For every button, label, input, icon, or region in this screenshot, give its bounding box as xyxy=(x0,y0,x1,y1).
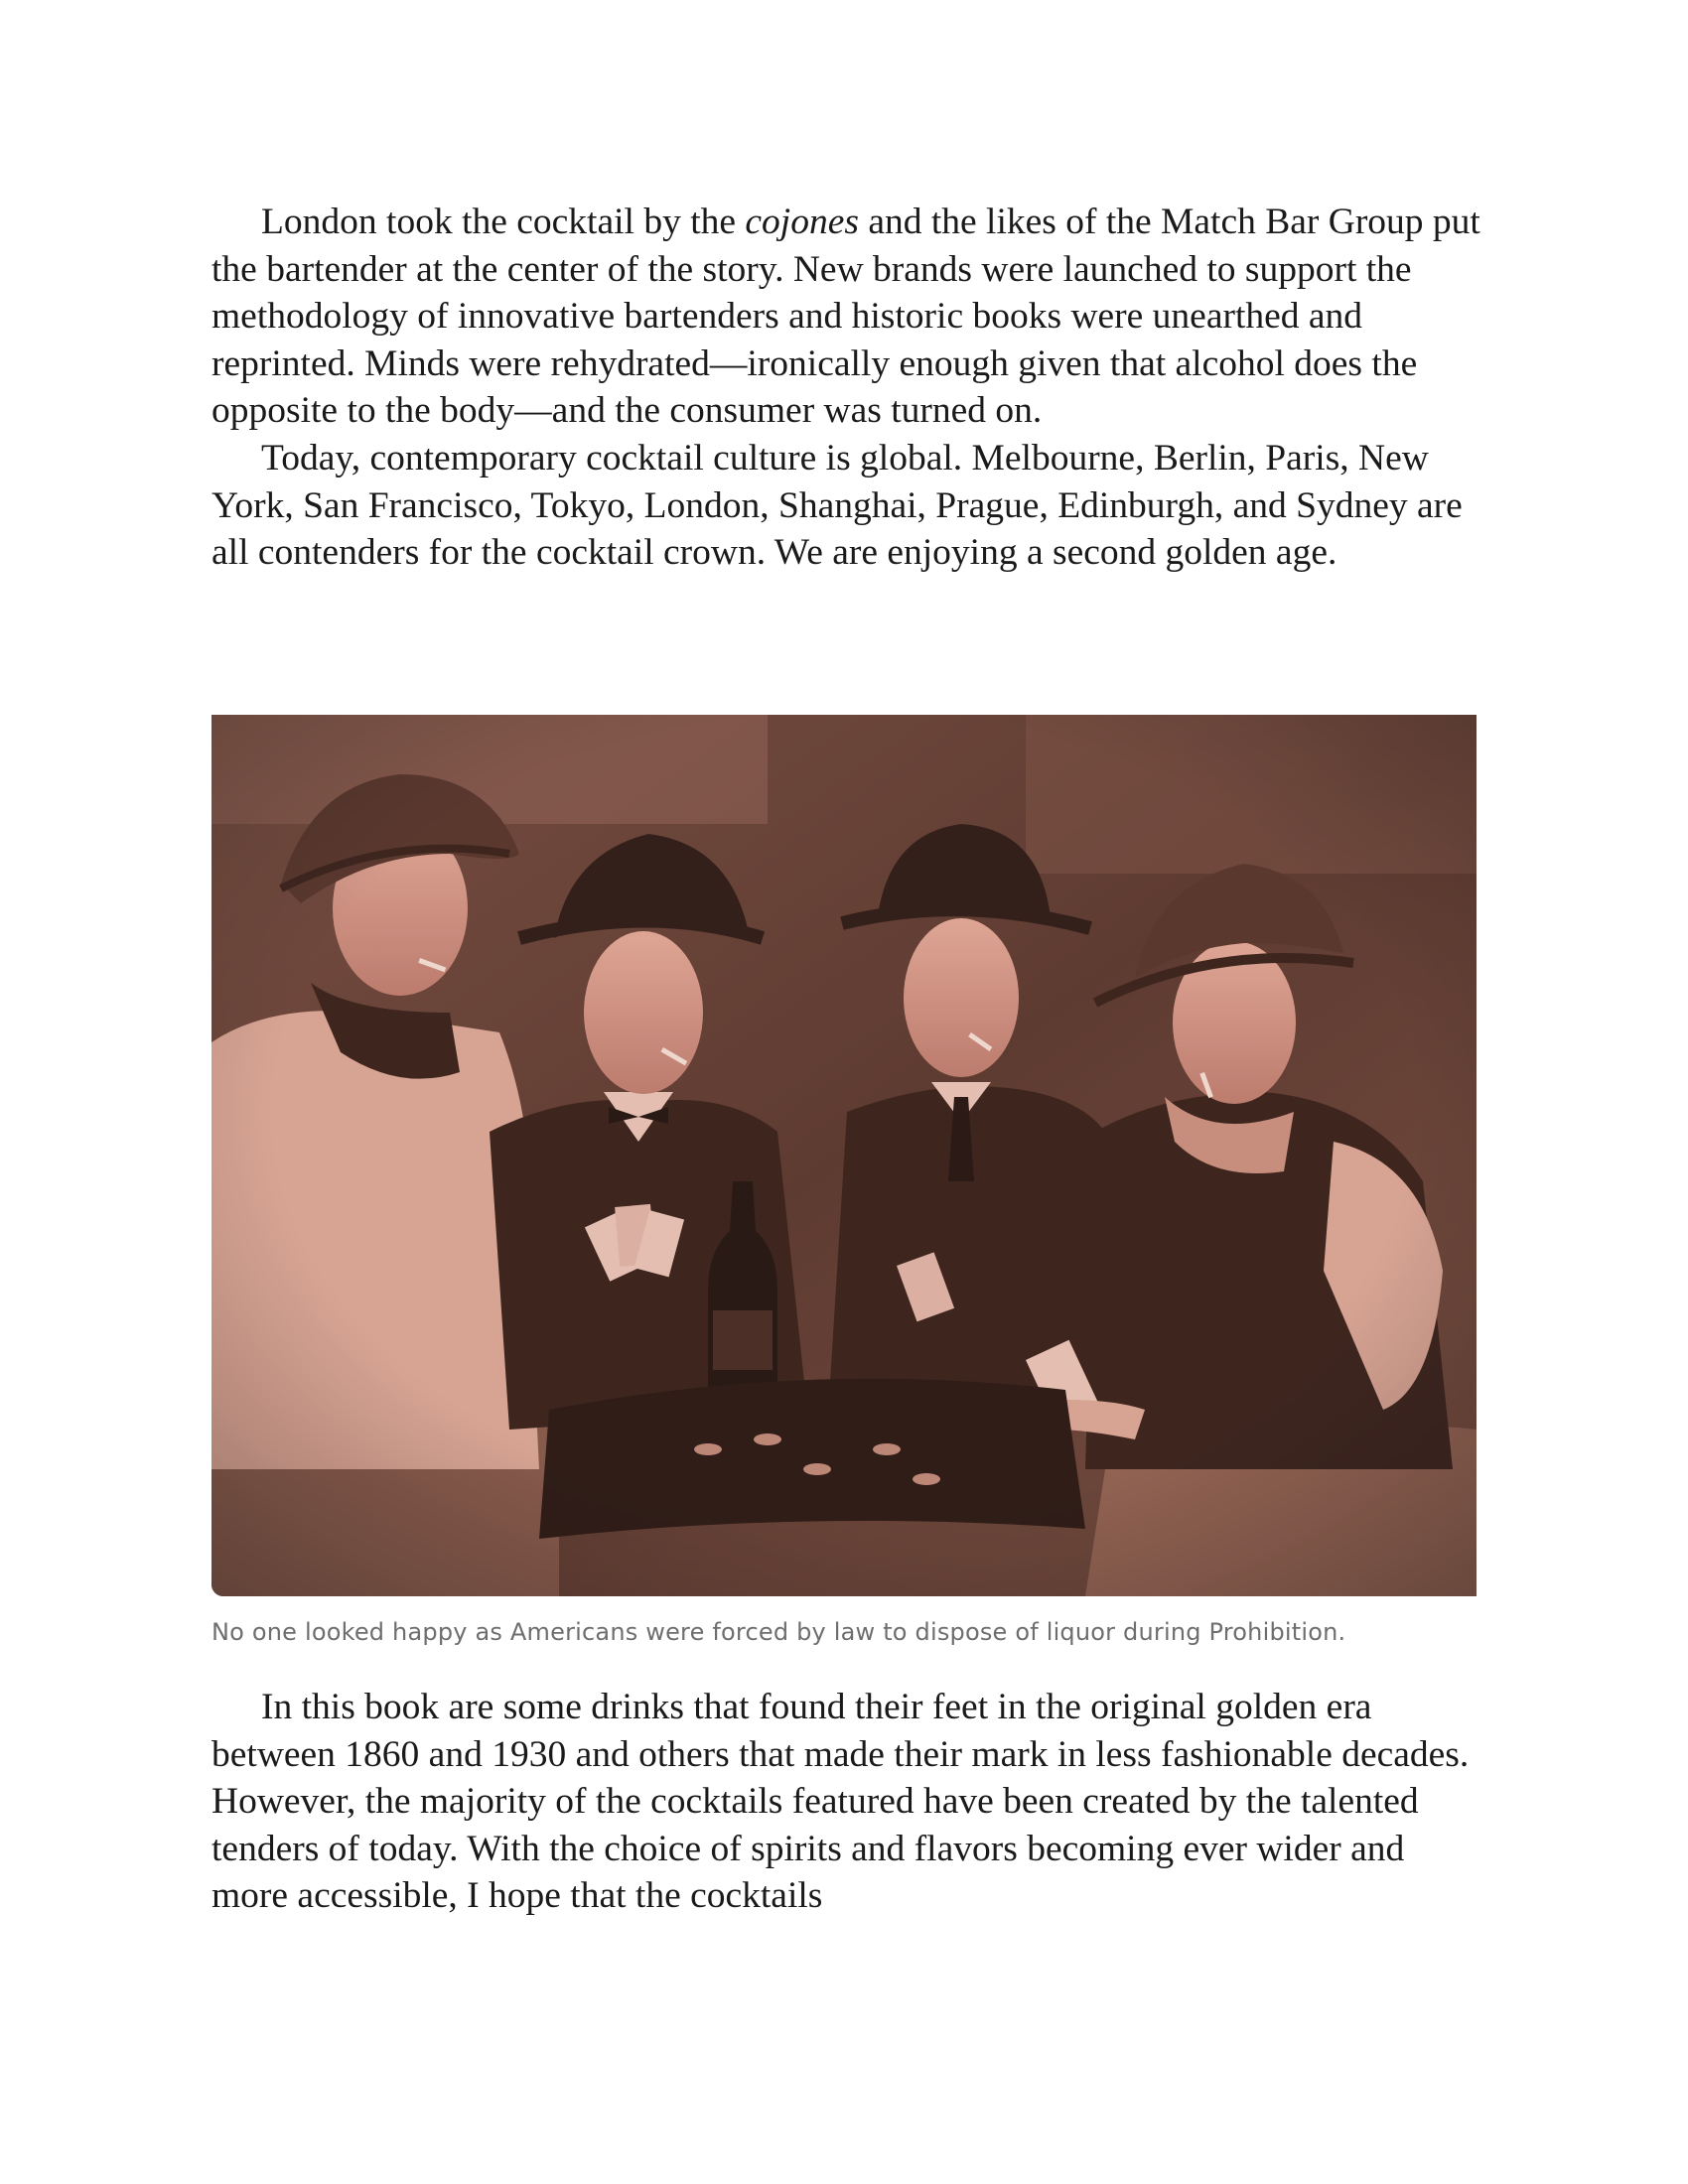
photo-caption: No one looked happy as Americans were forced by law to dispose of liquor during Prohibition. xyxy=(211,1618,1346,1646)
body-text-top xyxy=(211,199,1482,577)
paragraph-in-this-book: In this book are some drinks that found their feet in the original golden era between 1860 and 1930 and others that made their mark in less fashionable decades. However, the majority of the cocktails featured have been created by the talented tenders of today. With the choice of spirits and flavors becoming ever wider and more accessible, I hope that the cocktails xyxy=(211,1687,1470,1917)
body-text-bottom xyxy=(211,1684,1482,1920)
paragraph-london xyxy=(211,199,1482,435)
prohibition-photo xyxy=(211,715,1477,1596)
paragraph-london-rest: and the likes of the Match Bar Group put the bartender at the center of the story. New brands were launched to support the methodology of innovative bartenders and historic books were unearthed and reprinted. Minds were rehydrated—ironically enough given that alcohol does the opposite to the body—and the consumer was turned on. xyxy=(211,202,1480,432)
paragraph-today: Today, contemporary cocktail culture is global. Melbourne, Berlin, Paris, New York, San Francisco, Tokyo, London, Shanghai, Prague, Edinburgh, and Sydney are all contenders for the cocktail crown. We are enjoying a second golden age. xyxy=(211,437,1463,574)
emphasis-cojones: cojones xyxy=(745,202,859,242)
paragraph-london-start: London took the cocktail by the xyxy=(261,202,746,242)
photo-illustration xyxy=(211,715,1477,1596)
